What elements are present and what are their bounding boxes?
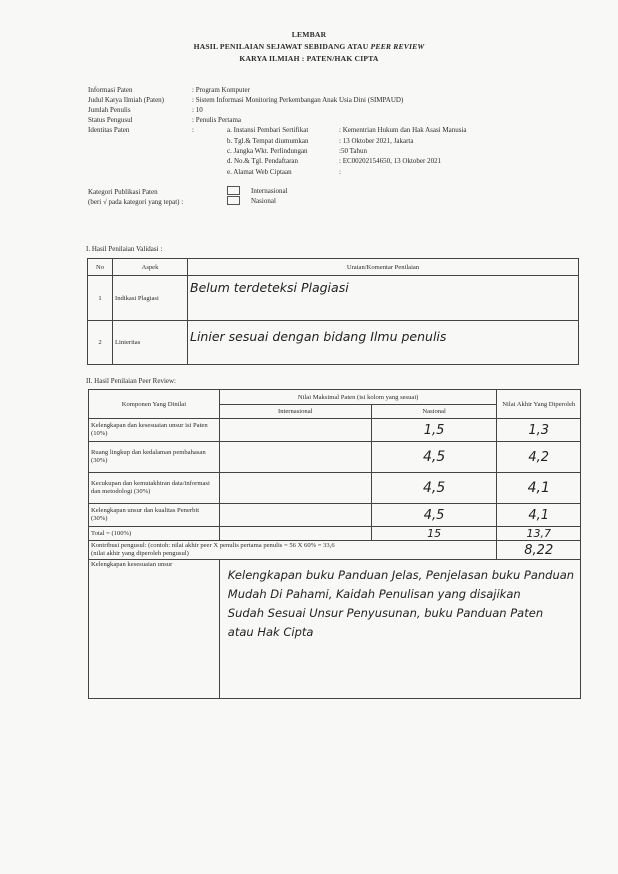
option-nasional: Nasional [251, 197, 276, 205]
doc-title-line3: KARYA ILMIAH : PATEN/HAK CIPTA [239, 54, 379, 63]
header-uraian: Uraian/Komentar Penilaian [188, 259, 579, 276]
handwritten-value: 4,2 [528, 449, 550, 465]
handwritten-value: 4,1 [527, 480, 550, 496]
header-nasional: Nasional [371, 405, 497, 419]
kelengkapan-label: Kelengkapan kesesuaian unsur [89, 560, 220, 699]
kelengkapan-row [89, 560, 581, 699]
row-aspek: Indikasi Plagiasi [113, 276, 188, 321]
section-1-title: I. Hasil Penilaian Validasi : [86, 245, 163, 253]
kontribusi-row [89, 541, 581, 560]
row-aspek: Linieritas [113, 321, 188, 365]
identitas-label: e. Alamat Web Ciptaan [227, 168, 292, 176]
row-nasional [371, 473, 497, 504]
table-row [89, 442, 581, 473]
info-row-1 [88, 86, 250, 95]
table-header-row [88, 259, 579, 276]
info-value: : Program Komputer [192, 86, 250, 94]
identitas-label: b. Tgl.& Tempat diumumkan [227, 137, 309, 145]
info-value: : Sistem Informasi Monitoring Perkembangan Anak Usia Dini (SIMPAUD) [192, 96, 404, 104]
row-komponen: Ruang lingkup dan kedalaman pembahasan (30%) [89, 442, 220, 473]
section-2-title: II. Hasil Penilaian Peer Review: [86, 377, 177, 385]
header-aspek: Aspek [113, 259, 188, 276]
handwritten-value: 1,3 [528, 422, 550, 438]
row-no: 1 [88, 276, 113, 321]
identitas-value: : Kementrian Hukum dan Hak Asasi Manusia [339, 126, 467, 134]
row-akhir [497, 419, 581, 442]
row-nasional [371, 504, 497, 527]
handwritten-line: atau Hak Cipta [227, 625, 314, 639]
identitas-label: c. Jangka Wkt. Perlindungan [227, 147, 308, 155]
info-label: Identitas Paten [88, 126, 130, 134]
total-label: Total = (100%) [89, 527, 220, 541]
row-internasional [219, 473, 371, 504]
total-row [89, 527, 581, 541]
identitas-row-c [227, 147, 367, 156]
handwritten-value: 4,5 [423, 507, 445, 523]
doc-title-line2-italic: PEER REVIEW [370, 42, 425, 51]
identitas-value: : EC00202154650, 13 Oktober 2021 [339, 157, 442, 165]
info-row-3 [88, 106, 203, 115]
header-internasional: Internasional [219, 405, 371, 419]
info-label: Status Pengusul [88, 116, 133, 124]
handwritten-value: 8,22 [524, 542, 554, 558]
total-nasional [371, 527, 497, 541]
identitas-label: d. No.& Tgl. Pendaftaran [227, 157, 299, 165]
row-comment [188, 321, 579, 365]
kategori-label: Kategori Publikasi Paten [88, 188, 158, 196]
identitas-row-b [227, 137, 413, 146]
checkbox-internasional[interactable] [227, 186, 240, 195]
kategori-instruction: (beri √ pada kategori yang tepat) : [88, 198, 184, 206]
handwritten-line: Kelengkapan buku Panduan Jelas, Penjelasan buku Panduan [227, 568, 575, 582]
row-nasional [371, 442, 497, 473]
info-label: Informasi Paten [88, 86, 133, 94]
peer-review-table [88, 389, 581, 699]
validation-table [87, 258, 579, 365]
identitas-value: :50 Tahun [339, 147, 367, 155]
row-komponen: Kelengkapan unsur dan kualitas Penerbit (30%) [89, 504, 220, 527]
row-no: 2 [88, 321, 113, 365]
option-internasional: Internasional [251, 187, 288, 195]
header-nilai-maks: Nilai Maksimal Paten (isi kolom yang sesuai) [219, 390, 497, 405]
identitas-value: : [339, 168, 341, 176]
identitas-row-e [227, 168, 341, 177]
info-row-4 [88, 116, 241, 125]
identitas-label: a. Instansi Pembari Sertifikat [227, 126, 309, 134]
handwritten-value: 1,5 [423, 422, 445, 438]
handwritten-line: Sudah Sesuai Unsur Penyusunan, buku Panduan Paten [227, 606, 544, 620]
row-akhir [497, 473, 581, 504]
info-row-5 [88, 126, 194, 135]
row-nasional [371, 419, 497, 442]
handwritten-comment: Linier sesuai dengan bidang Ilmu penulis [190, 329, 447, 344]
kontribusi-label [89, 541, 497, 560]
total-akhir [497, 527, 581, 541]
row-komponen: Kelengkapan dan kesesuaian unsur isi Paten (10%) [89, 419, 220, 442]
info-value: : Penulis Pertama [192, 116, 241, 124]
kelengkapan-comment [219, 560, 580, 699]
info-row-2 [88, 96, 403, 105]
table-row [89, 419, 581, 442]
handwritten-value: 4,1 [528, 507, 550, 523]
info-label: Judul Karya Ilmiah (Paten) [88, 96, 165, 104]
handwritten-value: 13,7 [526, 527, 551, 540]
total-internasional [219, 527, 371, 541]
table-header-row [89, 390, 581, 405]
handwritten-value: 15 [427, 527, 442, 540]
row-comment [188, 276, 579, 321]
info-value: : 10 [192, 106, 203, 114]
checkbox-nasional[interactable] [227, 196, 240, 205]
handwritten-line: Mudah Di Pahami, Kaidah Penulisan yang disajikan [227, 587, 521, 601]
row-internasional [219, 504, 371, 527]
row-internasional [219, 442, 371, 473]
row-internasional [219, 419, 371, 442]
handwritten-value: 4,5 [422, 480, 446, 496]
table-row [88, 276, 579, 321]
header-nilai-akhir: Nilai Akhir Yang Diperoleh [497, 390, 581, 419]
doc-title-line2-text: HASIL PENILAIAN SEJAWAT SEBIDANG ATAU [193, 42, 371, 51]
table-row [89, 504, 581, 527]
info-label: Jumlah Penulis [88, 106, 131, 114]
kontribusi-text: Kontribusi pengusul: (contoh: nilai akhir peer X penulis pertama penulis = 56 X 60% = 33,6 [91, 542, 335, 549]
header-no: No [88, 259, 113, 276]
identitas-value: : 13 Oktober 2021, Jakarta [339, 137, 414, 145]
row-akhir [497, 442, 581, 473]
identitas-row-a [227, 126, 467, 135]
table-row [88, 321, 579, 365]
row-akhir [497, 504, 581, 527]
handwritten-comment: Belum terdeteksi Plagiasi [190, 280, 349, 295]
table-row [89, 473, 581, 504]
identitas-row-d [227, 157, 441, 166]
info-value: : [192, 126, 194, 134]
doc-title-line2 [0, 42, 618, 51]
header-komponen: Komponen Yang Dinilai [89, 390, 220, 419]
doc-title-line1: LEMBAR [291, 30, 327, 39]
kontribusi-text-2: (nilai akhir yang diperoleh pengusul) [91, 550, 189, 557]
row-komponen: Kecukupan dan kemutakhiran data/informasi dan metodologi (30%) [89, 473, 220, 504]
kontribusi-value [497, 541, 581, 560]
handwritten-value: 4,5 [422, 449, 446, 465]
